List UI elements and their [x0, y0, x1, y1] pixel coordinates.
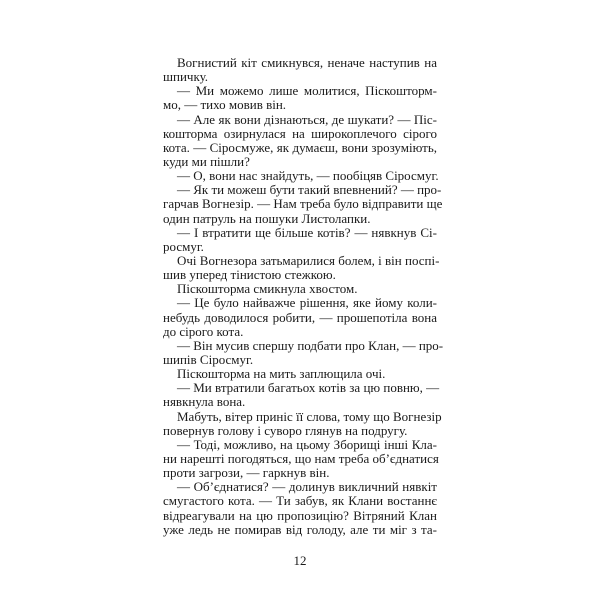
text-line: відреагували на цю пропозицію? Вітряний Клан [163, 507, 437, 523]
text-line: — Як ти можеш бути такий впевнений? — про- [177, 182, 442, 198]
text-line: гарчав Вогнезір. — Нам треба було відправити ще [163, 196, 443, 212]
text-line: Піскошторма смикнула хвостом. [177, 281, 358, 297]
text-line: Вогнистий кіт смикнувся, неначе наступив на [177, 55, 437, 70]
text-line: до сірого кота. [163, 323, 244, 339]
text-line: — Ми втратили багатьох котів за цю повню, — [177, 380, 440, 396]
text-line: шипів Сіросмуг. [163, 351, 254, 367]
text-line: — О, вони нас знайдуть, — пообіцяв Сіросмуг. [177, 168, 439, 184]
text-line: ни нарешті погодяться, що нам треба об’єднатися [163, 450, 439, 466]
text-line: — Але як вони дізнаються, де шукати? — Піс- [177, 111, 437, 127]
text-line: — Це було найважче рішення, яке йому коли- [177, 295, 437, 311]
text-line: — Тоді, можливо, на цьому Зборищі інші Кла- [177, 436, 437, 452]
text-line: шпичку. [163, 69, 209, 85]
text-line: мо, — тихо мовив він. [163, 97, 287, 113]
text-line: — І втратити ще більше котів? — нявкнув Сі- [177, 224, 437, 240]
text-line: небудь доводилося робити, — прошепотіла вона [163, 309, 437, 325]
text-line: куди ми пішли? [163, 153, 250, 169]
text-line: Піскошторма на мить заплющила очі. [177, 366, 386, 382]
text-line: кошторма озирнулася на широкоплечого сірого [163, 125, 437, 141]
book-page-text [163, 55, 444, 537]
text-line: один патруль на пошуки Листолапки. [163, 210, 371, 226]
text-line: проти загрози, — гаркнув він. [163, 465, 330, 481]
text-line: Очі Вогнезора затьмарилися болем, і він поспі- [177, 252, 440, 268]
text-line: уже ледь не помирав від голоду, але ти міг з та- [163, 521, 437, 537]
text-line: смугастого кота. — Ти забув, як Клани востаннє [163, 493, 437, 509]
text-line: росмуг. [163, 238, 204, 254]
text-line: — Він мусив спершу подбати про Клан, — про- [177, 337, 444, 353]
text-line: нявкнула вона. [163, 394, 246, 410]
text-line: кота. — Сіросмуже, як думаєш, вони зрозуміють, [163, 139, 437, 155]
text-line: повернув голову і суворо глянув на подругу. [163, 422, 408, 438]
text-line: — Об’єднатися? — долинув викличний нявкіт [177, 479, 437, 495]
text-line: — Ми можемо лише молитися, Піскошторм- [177, 83, 437, 99]
page-number: 12 [293, 553, 307, 568]
text-line: Мабуть, вітер приніс її слова, тому що Вогнезір [177, 408, 442, 424]
text-line: шив уперед тінистою стежкою. [163, 267, 336, 283]
